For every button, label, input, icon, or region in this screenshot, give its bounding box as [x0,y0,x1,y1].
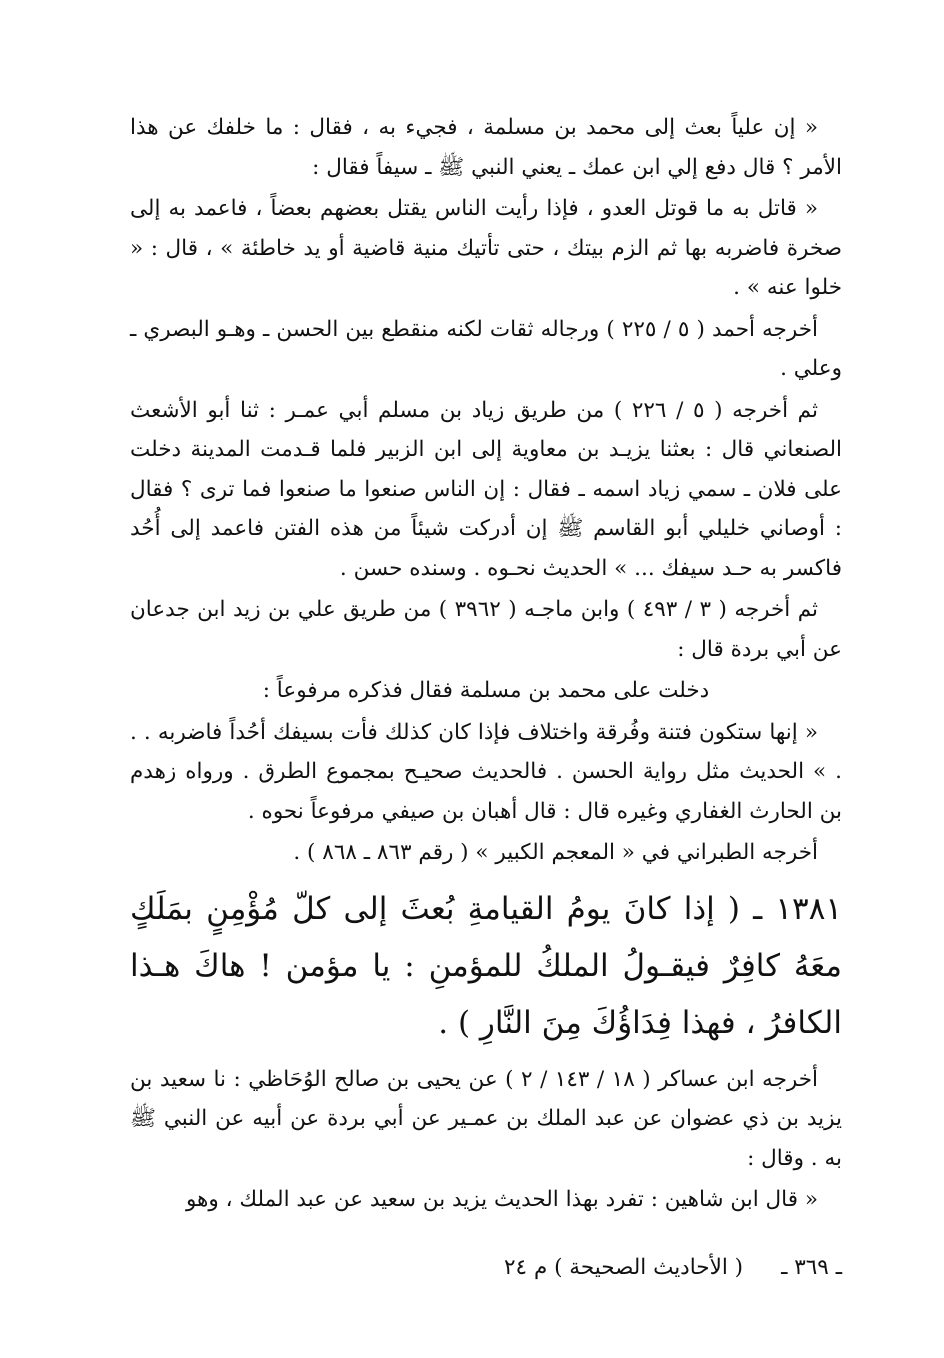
hadith-text: ١٣٨١ ـ ( إذا كانَ يومُ القيامةِ بُعثَ إلى كلّ مُؤْمِنٍ بمَلَكٍ معَهُ كافِرٌ فيقـولُ الملكُ للمؤمنِ : يا مؤمن ! هاكَ هـذا الكافرُ ، فهذا فِدَاؤُكَ مِنَ النَّارِ ) . [130,890,842,1041]
paragraph-6: دخلت على محمد بن مسلمة فقال فذكره مرفوعاً : [262,678,710,703]
page-footer [130,1248,842,1288]
paragraph-8: أخرجه الطبراني في « المعجم الكبير » ( رقم ٨٦٣ ـ ٨٦٨ ) . [293,840,818,865]
paragraph-9: أخرجه ابن عساكر ( ١٨ / ١٤٣ / ٢ ) عن يحيى بن صالح الوُحَاظي : نا سعيد بن يزيد بن ذي عضوان عن عبد الملك بن عمـير عن أبي بردة عن أبيه عن النبي ﷺ به . وقال : [130,1066,842,1171]
book-title: ( الأحاديث الصحيحة ) م ٢٤ [504,1255,744,1280]
paragraph-4: ثم أخرجه ( ٥ / ٢٢٦ ) من طريق زياد بن مسلم أبي عمـر : ثنا أبو الأشعث الصنعاني قال : بعثنا يزيـد بن معاوية إلى ابن الزبير فلما قـدمت المدينة دخلت على فلان ـ سمي زياد اسمه ـ فقال : إن الناس صنعوا ما صنعوا فما ترى ؟ فقال : أوصاني خليلي أبو القاسم ﷺ إن أدركت شيئاً من هذه الفتن فاعمد إلى أُحُد فاكسر به حـد سيفك ... » الحديث نحـوه . وسنده حسن . [130,397,842,581]
paragraph-2: « قاتل به ما قوتل العدو ، فإذا رأيت الناس يقتل بعضهم بعضاً ، فاعمد به إلى صخرة فاضربه بها ثم الزم بيتك ، حتى تأتيك منية قاضية أو يد خاطئة » ، قال : « خلوا عنه » . [130,196,842,300]
page-body [130,108,842,1222]
paragraph-5: ثم أخرجه ( ٣ / ٤٩٣ ) وابن ماجـه ( ٣٩٦٢ ) من طريق علي بن زيد ابن جدعان عن أبي بردة قال : [130,597,842,662]
paragraph-3: أخرجه أحمد ( ٥ / ٢٢٥ ) ورجاله ثقات لكنه منقطع بين الحسن ـ وهـو البصري ـ وعلي . [130,316,842,381]
paragraph-1: « إن علياً بعث إلى محمد بن مسلمة ، فجيء به ، فقال : ما خلفك عن هذا الأمر ؟ قال دفع إلي ابن عمك ـ يعني النبي ﷺ ـ سيفاً فقال : [130,115,842,180]
paragraph-7: « إنها ستكون فتنة وفُرقة واختلاف فإذا كان كذلك فأت بسيفك أحُداً فاضربه . . . » الحديث مثل رواية الحسن . فالحديث صحيـح بمجموع الطرق . ورواه زهدم بن الحارث الغفاري وغيره قال : قال أهبان بن صيفي مرفوعاً نحوه . [130,719,842,824]
paragraph-10: « قال ابن شاهين : تفرد بهذا الحديث يزيد بن سعيد عن عبد الملك ، وهو [185,1187,818,1212]
page-number: ـ ٣٦٩ ـ [781,1255,842,1280]
